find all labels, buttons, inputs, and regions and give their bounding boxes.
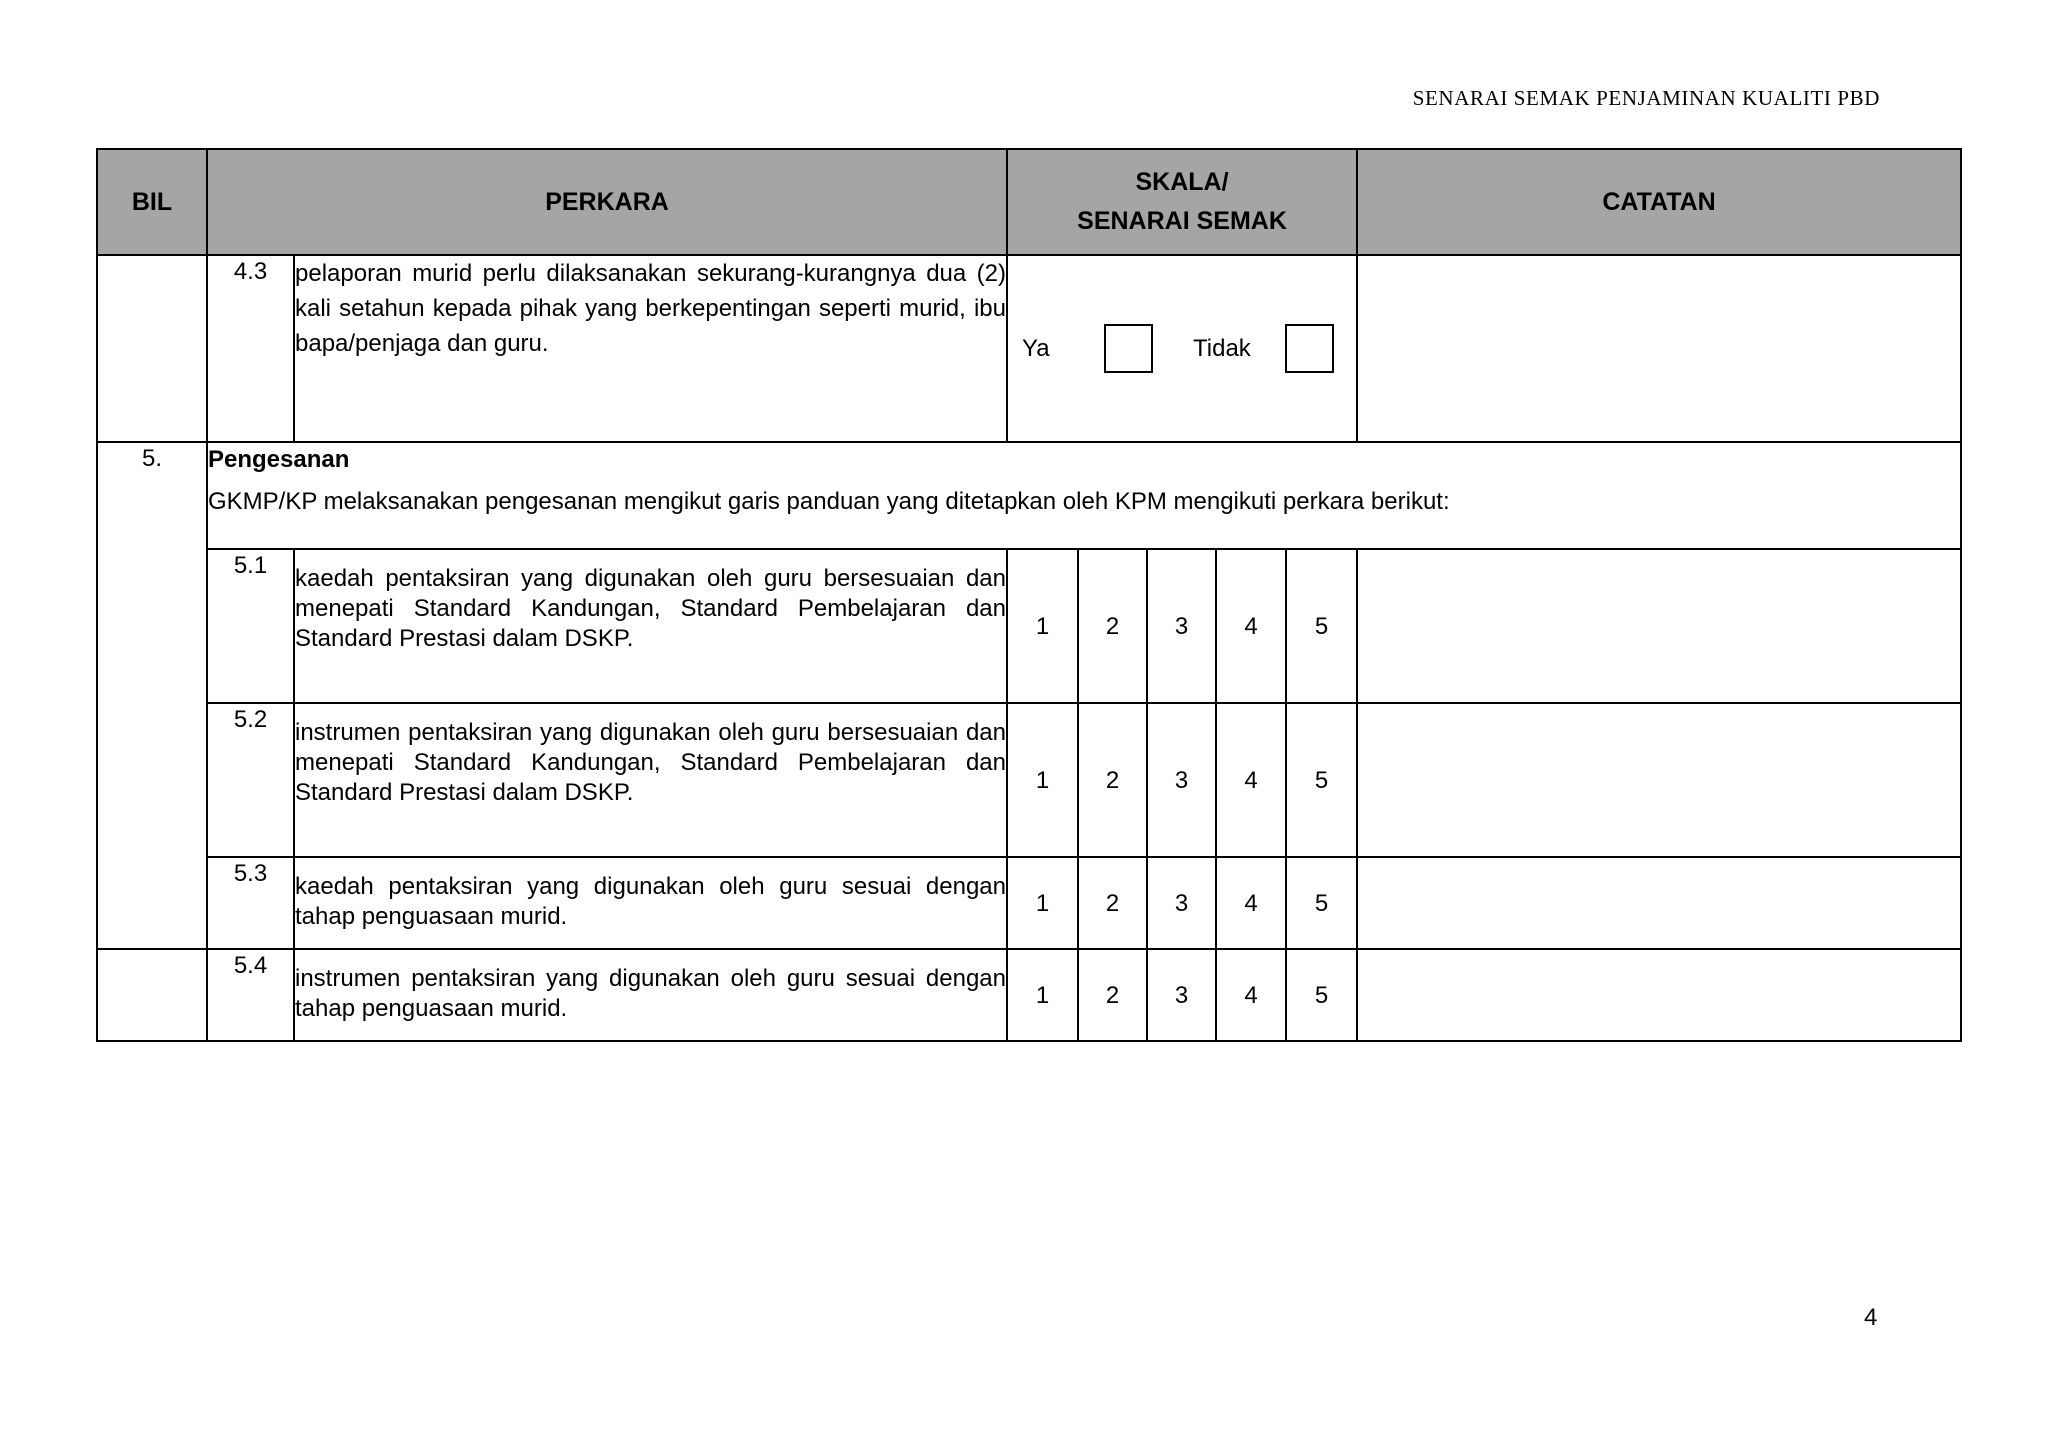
item-text: instrumen pentaksiran yang digunakan oleh guru bersesuaian dan menepati Standard Kandungan, Standard Pembelajaran dan Standard Prestasi dalam DSKP.: [294, 703, 1007, 857]
yes-label: Ya: [1022, 335, 1050, 362]
yes-no-cell: [1007, 255, 1357, 442]
column-header-catatan: CATATAN: [1357, 149, 1961, 255]
scale-option-5[interactable]: 5: [1286, 549, 1357, 703]
scale-option-4[interactable]: 4: [1216, 857, 1286, 949]
scale-option-4[interactable]: 4: [1216, 703, 1286, 857]
item-number: 5.4: [207, 949, 294, 1041]
catatan-field[interactable]: [1357, 857, 1961, 949]
item-number: 5.1: [207, 549, 294, 703]
scale-option-2[interactable]: 2: [1078, 549, 1147, 703]
checklist-table: [96, 148, 1962, 1042]
scale-option-2[interactable]: 2: [1078, 703, 1147, 857]
section-5-row: [97, 442, 1961, 549]
column-header-bil: BIL: [97, 149, 207, 255]
item-number: 5.3: [207, 857, 294, 949]
page-number: 4: [1864, 1304, 1878, 1331]
no-checkbox[interactable]: [1285, 324, 1334, 373]
scale-option-3[interactable]: 3: [1147, 703, 1216, 857]
skala-header-line-1: SKALA/: [1135, 168, 1229, 196]
scale-option-2[interactable]: 2: [1078, 949, 1147, 1041]
section-heading-cell: [207, 442, 1961, 549]
catatan-field[interactable]: [1357, 949, 1961, 1041]
scale-option-4[interactable]: 4: [1216, 949, 1286, 1041]
no-label: Tidak: [1193, 335, 1251, 362]
section-title: Pengesanan: [208, 446, 350, 473]
item-text: kaedah pentaksiran yang digunakan oleh guru bersesuaian dan menepati Standard Kandungan, Standard Pembelajaran dan Standard Prestasi dalam DSKP.: [294, 549, 1007, 703]
scale-option-1[interactable]: 1: [1007, 703, 1078, 857]
column-header-skala: [1007, 149, 1357, 255]
table-row-5-4: [97, 949, 1961, 1041]
scale-option-5[interactable]: 5: [1286, 949, 1357, 1041]
scale-option-3[interactable]: 3: [1147, 549, 1216, 703]
scale-option-4[interactable]: 4: [1216, 549, 1286, 703]
item-number: 4.3: [207, 255, 294, 442]
scale-option-2[interactable]: 2: [1078, 857, 1147, 949]
item-text: pelaporan murid perlu dilaksanakan sekurang-kurangnya dua (2) kali setahun kepada pihak yang berkepentingan seperti murid, ibu bapa/penjaga dan guru.: [294, 255, 1007, 442]
bil-cell-empty: [97, 949, 207, 1041]
scale-option-1[interactable]: 1: [1007, 949, 1078, 1041]
yes-checkbox[interactable]: [1104, 324, 1153, 373]
catatan-field[interactable]: [1357, 255, 1961, 442]
column-header-perkara: PERKARA: [207, 149, 1007, 255]
scale-option-1[interactable]: 1: [1007, 549, 1078, 703]
table-row-5-1: [97, 549, 1961, 703]
scale-option-3[interactable]: 3: [1147, 857, 1216, 949]
table-row-4-3: [97, 255, 1961, 442]
scale-option-3[interactable]: 3: [1147, 949, 1216, 1041]
item-number: 5.2: [207, 703, 294, 857]
table-row-5-3: [97, 857, 1961, 949]
running-header: SENARAI SEMAK PENJAMINAN KUALITI PBD: [1412, 86, 1880, 110]
scale-option-5[interactable]: 5: [1286, 857, 1357, 949]
table-row-5-2: [97, 703, 1961, 857]
catatan-field[interactable]: [1357, 549, 1961, 703]
scale-option-5[interactable]: 5: [1286, 703, 1357, 857]
section-number: 5.: [97, 442, 207, 949]
catatan-field[interactable]: [1357, 703, 1961, 857]
item-text: kaedah pentaksiran yang digunakan oleh guru sesuai dengan tahap penguasaan murid.: [294, 857, 1007, 949]
item-text: instrumen pentaksiran yang digunakan oleh guru sesuai dengan tahap penguasaan murid.: [294, 949, 1007, 1041]
section-description: GKMP/KP melaksanakan pengesanan mengikut garis panduan yang ditetapkan oleh KPM mengikuti perkara berikut:: [208, 488, 1450, 515]
skala-header-line-2: SENARAI SEMAK: [1077, 207, 1287, 235]
header-row: [97, 149, 1961, 255]
bil-cell-empty: [97, 255, 207, 442]
scale-option-1[interactable]: 1: [1007, 857, 1078, 949]
